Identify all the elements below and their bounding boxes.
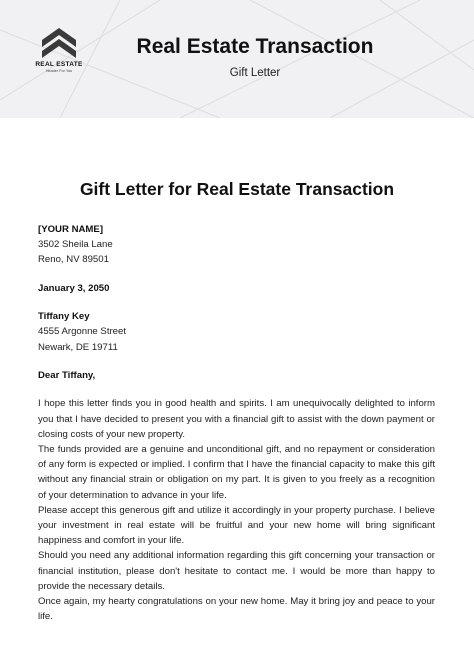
chevron-up-double-icon: [42, 28, 76, 58]
company-logo: [26, 28, 92, 73]
header-title: Real Estate Transaction: [136, 35, 374, 58]
letterhead: [0, 0, 474, 118]
recipient-name: Tiffany Key: [38, 311, 90, 323]
body-paragraph-5: Once again, my hearty congratulations on your new home. May it bring joy and peace to your life.: [38, 596, 435, 623]
sender-name: [YOUR NAME]: [38, 224, 104, 235]
sender-address-line1: 3502 Sheila Lane: [38, 239, 113, 251]
body-paragraph-4: Should you need any additional information regarding this gift concerning your transaction or financial institution, please don't hesitate to contact me. I would be more than happy to provide the necessary details.: [38, 550, 435, 592]
salutation: Dear Tiffany,: [38, 369, 96, 381]
recipient-address-line1: 4555 Argonne Street: [38, 326, 127, 338]
body-paragraph-3: Please accept this generous gift and utilize it accordingly in your property purchase. I believe your investment in real estate will be fruitful and your new home will bring significant happiness and comfort in your life.: [38, 504, 435, 547]
salutation-block: [38, 368, 435, 383]
letter-date-block: [38, 281, 435, 296]
sender-address: [38, 222, 435, 268]
logo-tagline: Header For You: [45, 69, 73, 73]
document-title: Gift Letter for Real Estate Transaction: [79, 179, 395, 199]
sender-address-line2: Reno, NV 89501: [38, 254, 109, 266]
header-subtitle: Gift Letter: [229, 67, 281, 79]
recipient-address-line2: Newark, DE 19711: [38, 341, 118, 353]
letter-body: [38, 222, 435, 624]
recipient-address: [38, 309, 435, 355]
body-paragraph-2: The funds provided are a genuine and unconditional gift, and no repayment or consideration of any form is expected or implied. I confirm that I have the financial capacity to make this gift without any financial strain or obligation on my part. It is given to you freely as a recognition of your determination to advance in your life.: [38, 443, 435, 501]
body-paragraph-1: I hope this letter finds you in good health and spirits. I am unequivocally delighted to inform you that I have decided to present you with a financial gift to assist with the down payment or closing costs of your new property.: [38, 398, 435, 440]
logo-name: REAL ESTATE: [35, 61, 83, 68]
letter-date: January 3, 2050: [38, 282, 110, 294]
